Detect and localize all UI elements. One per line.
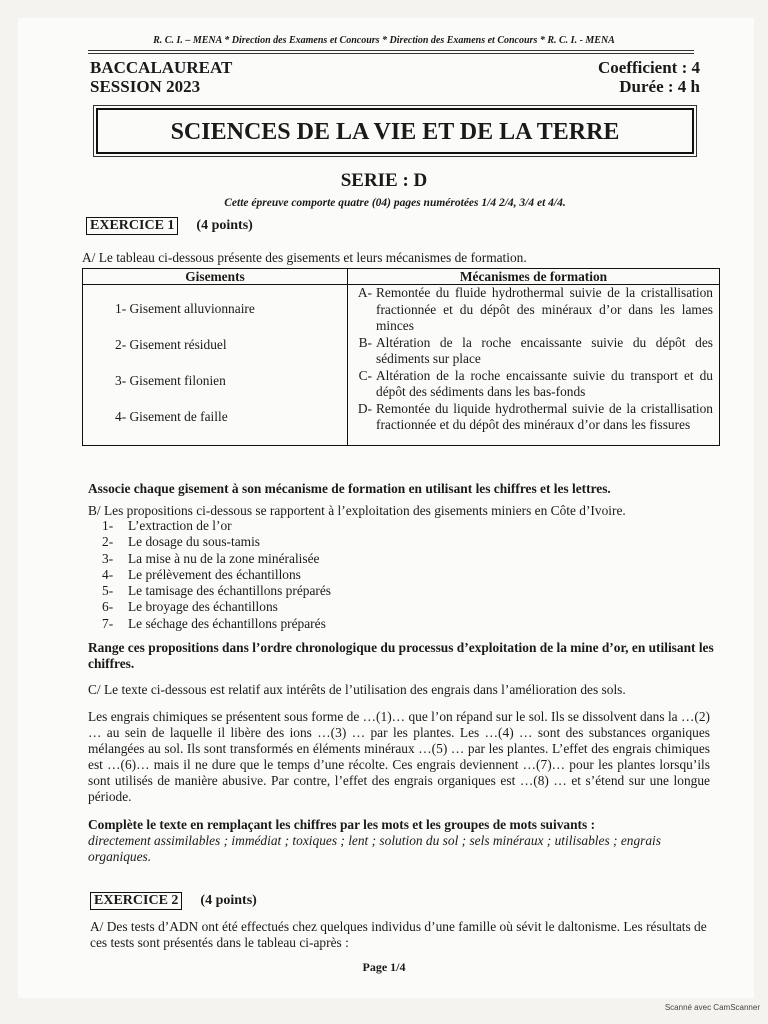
mechanism-text: Altération de la roche encaissante suivie du transport et du dépôt des sédiments dans les bas-fonds: [376, 367, 713, 399]
mechanism-text: Remontée du liquide hydrothermal suivie de la cristallisation fractionnée et du dépôt des minéraux d’or dans les fissures: [376, 400, 713, 432]
ex1-part-c-instruction: Complète le texte en remplaçant les chiffres par les mots et les groupes de mots suivants :: [88, 817, 596, 832]
exercise-1-heading: [86, 217, 253, 235]
ex1-part-c-text: Les engrais chimiques se présentent sous forme de …(1)… que l’on répand sur le sol. Ils se dissolvent dans la …(2) … au sein de laquelle il libère des ions …(3) … par les plantes. Les …(4) … sont des substances organiques mélangées au sol. Ils sont transformés en éléments minéraux …(5) … par les plantes. L’effet des engrais chimiques est …(6)… mais il ne dure que le temps d’une récolte. Ces engrais deviennent …(7)… pour les plantes lorsqu’ils sont utilisés de manière abusive. Par contre, l’effet des engrais organiques est …(8) … et s’étend sur une longue période.: [88, 709, 710, 804]
mechanism-text: Remontée du fluide hydrothermal suivie de la cristallisation fractionnée et du dépôt des minéraux d’or dans les lames minces: [376, 285, 713, 333]
step-number: 4-: [102, 566, 114, 582]
ex1-part-b-intro: B/ Les propositions ci-dessous se rapportent à l’exploitation des gisements miniers en Côte d’Ivoire.: [88, 503, 626, 518]
mechanism-text: Altération de la roche encaissante suivie du dépôt des sédiments sur place: [376, 334, 713, 366]
ex1-part-a-intro: A/ Le tableau ci-dessous présente des gisements et leurs mécanismes de formation.: [82, 250, 527, 265]
ex1-part-b-instruction: Range ces propositions dans l’ordre chronologique du processus d’exploitation de la mine d’or, en utilisant les chiffres.: [88, 640, 714, 671]
exam-info: [90, 58, 232, 96]
deposit-item: 1- Gisement alluvionnaire: [115, 301, 255, 316]
table-header-mechanisms: Mécanismes de formation: [348, 269, 720, 285]
mechanism-letter: A-: [357, 285, 372, 300]
deposits-table: [82, 268, 720, 446]
step-number: 2-: [102, 534, 114, 550]
exam-coefficient-block: [598, 58, 700, 96]
serie-label: SERIE : D: [340, 170, 428, 191]
exam-session: SESSION 2023: [90, 77, 201, 96]
list-item: [102, 551, 331, 567]
list-item: [102, 583, 331, 599]
ex2-part-a-intro: A/ Des tests d’ADN ont été effectués chez quelques individus d’une famille où sévit le daltonisme. Les résultats de ces tests sont présentés dans le tableau ci-après :: [90, 919, 707, 950]
coefficient: Coefficient : 4: [598, 58, 700, 77]
step-number: 7-: [102, 615, 114, 631]
mechanism-item: [348, 285, 719, 335]
mechanisms-cell: [348, 285, 720, 446]
mechanism-letter: D-: [357, 400, 372, 416]
list-item: [102, 534, 331, 550]
step-text: Le tamisage des échantillons préparés: [128, 583, 332, 599]
duration: Durée : 4 h: [619, 77, 700, 96]
exercise-2-heading: [90, 892, 257, 910]
step-number: 3-: [102, 550, 114, 566]
deposit-item: 3- Gisement filonien: [115, 373, 226, 388]
list-item: [102, 599, 331, 615]
mechanism-item: [348, 401, 719, 434]
list-item: [102, 616, 331, 632]
list-item: [102, 567, 331, 583]
pages-note: Cette épreuve comporte quatre (04) pages numérotées 1/4 2/4, 3/4 et 4/4.: [224, 197, 566, 209]
deposit-item: 4- Gisement de faille: [115, 409, 228, 424]
step-number: 1-: [102, 518, 114, 533]
exercise-2-points: (4 points): [200, 893, 257, 908]
step-text: Le dosage du sous-tamis: [128, 534, 261, 550]
ex1-part-a-instruction: Associe chaque gisement à son mécanisme de formation en utilisant les chiffres et les lettres.: [88, 481, 611, 496]
deposits-cell: [83, 285, 348, 446]
scanner-watermark: Scanné avec CamScanner: [664, 1003, 760, 1012]
header-rule: [88, 53, 694, 54]
mechanism-item: [348, 368, 719, 401]
page-number: Page 1/4: [362, 960, 406, 974]
step-text: Le séchage des échantillons préparés: [128, 615, 326, 631]
step-text: Le broyage des échantillons: [128, 599, 278, 615]
step-number: 5-: [102, 583, 114, 599]
header-rule: [88, 50, 694, 51]
subject-title: SCIENCES DE LA VIE ET DE LA TERRE: [96, 108, 694, 154]
exercise-1-points: (4 points): [196, 218, 253, 233]
mechanism-letter: C-: [358, 367, 372, 383]
step-text: L’extraction de l’or: [128, 518, 232, 533]
table-header-deposits: Gisements: [83, 269, 348, 285]
exam-name: BACCALAUREAT: [90, 58, 233, 77]
exercise-1-label: EXERCICE 1: [86, 217, 178, 235]
step-number: 6-: [102, 599, 114, 615]
exercise-2-label: EXERCICE 2: [90, 892, 182, 910]
step-text: La mise à nu de la zone minéralisée: [128, 550, 320, 566]
list-item: [102, 518, 331, 534]
mechanism-letter: B-: [358, 334, 372, 350]
deposit-item: 2- Gisement résiduel: [115, 337, 227, 352]
mechanism-item: [348, 335, 719, 368]
ex1-part-c-words: directement assimilables ; immédiat ; toxiques ; lent ; solution du sol ; sels minéraux ; utilisables ; engrais organiques.: [88, 833, 661, 864]
ministry-banner: R. C. I. – MENA * Direction des Examens et Concours * Direction des Examens et Concours * R. C. I. - MENA: [153, 35, 615, 46]
step-text: Le prélèvement des échantillons: [128, 566, 301, 582]
ex1-part-c-intro: C/ Le texte ci-dessous est relatif aux intérêts de l’utilisation des engrais dans l’amélioration des sols.: [88, 682, 626, 697]
mining-steps-list: [102, 518, 331, 632]
